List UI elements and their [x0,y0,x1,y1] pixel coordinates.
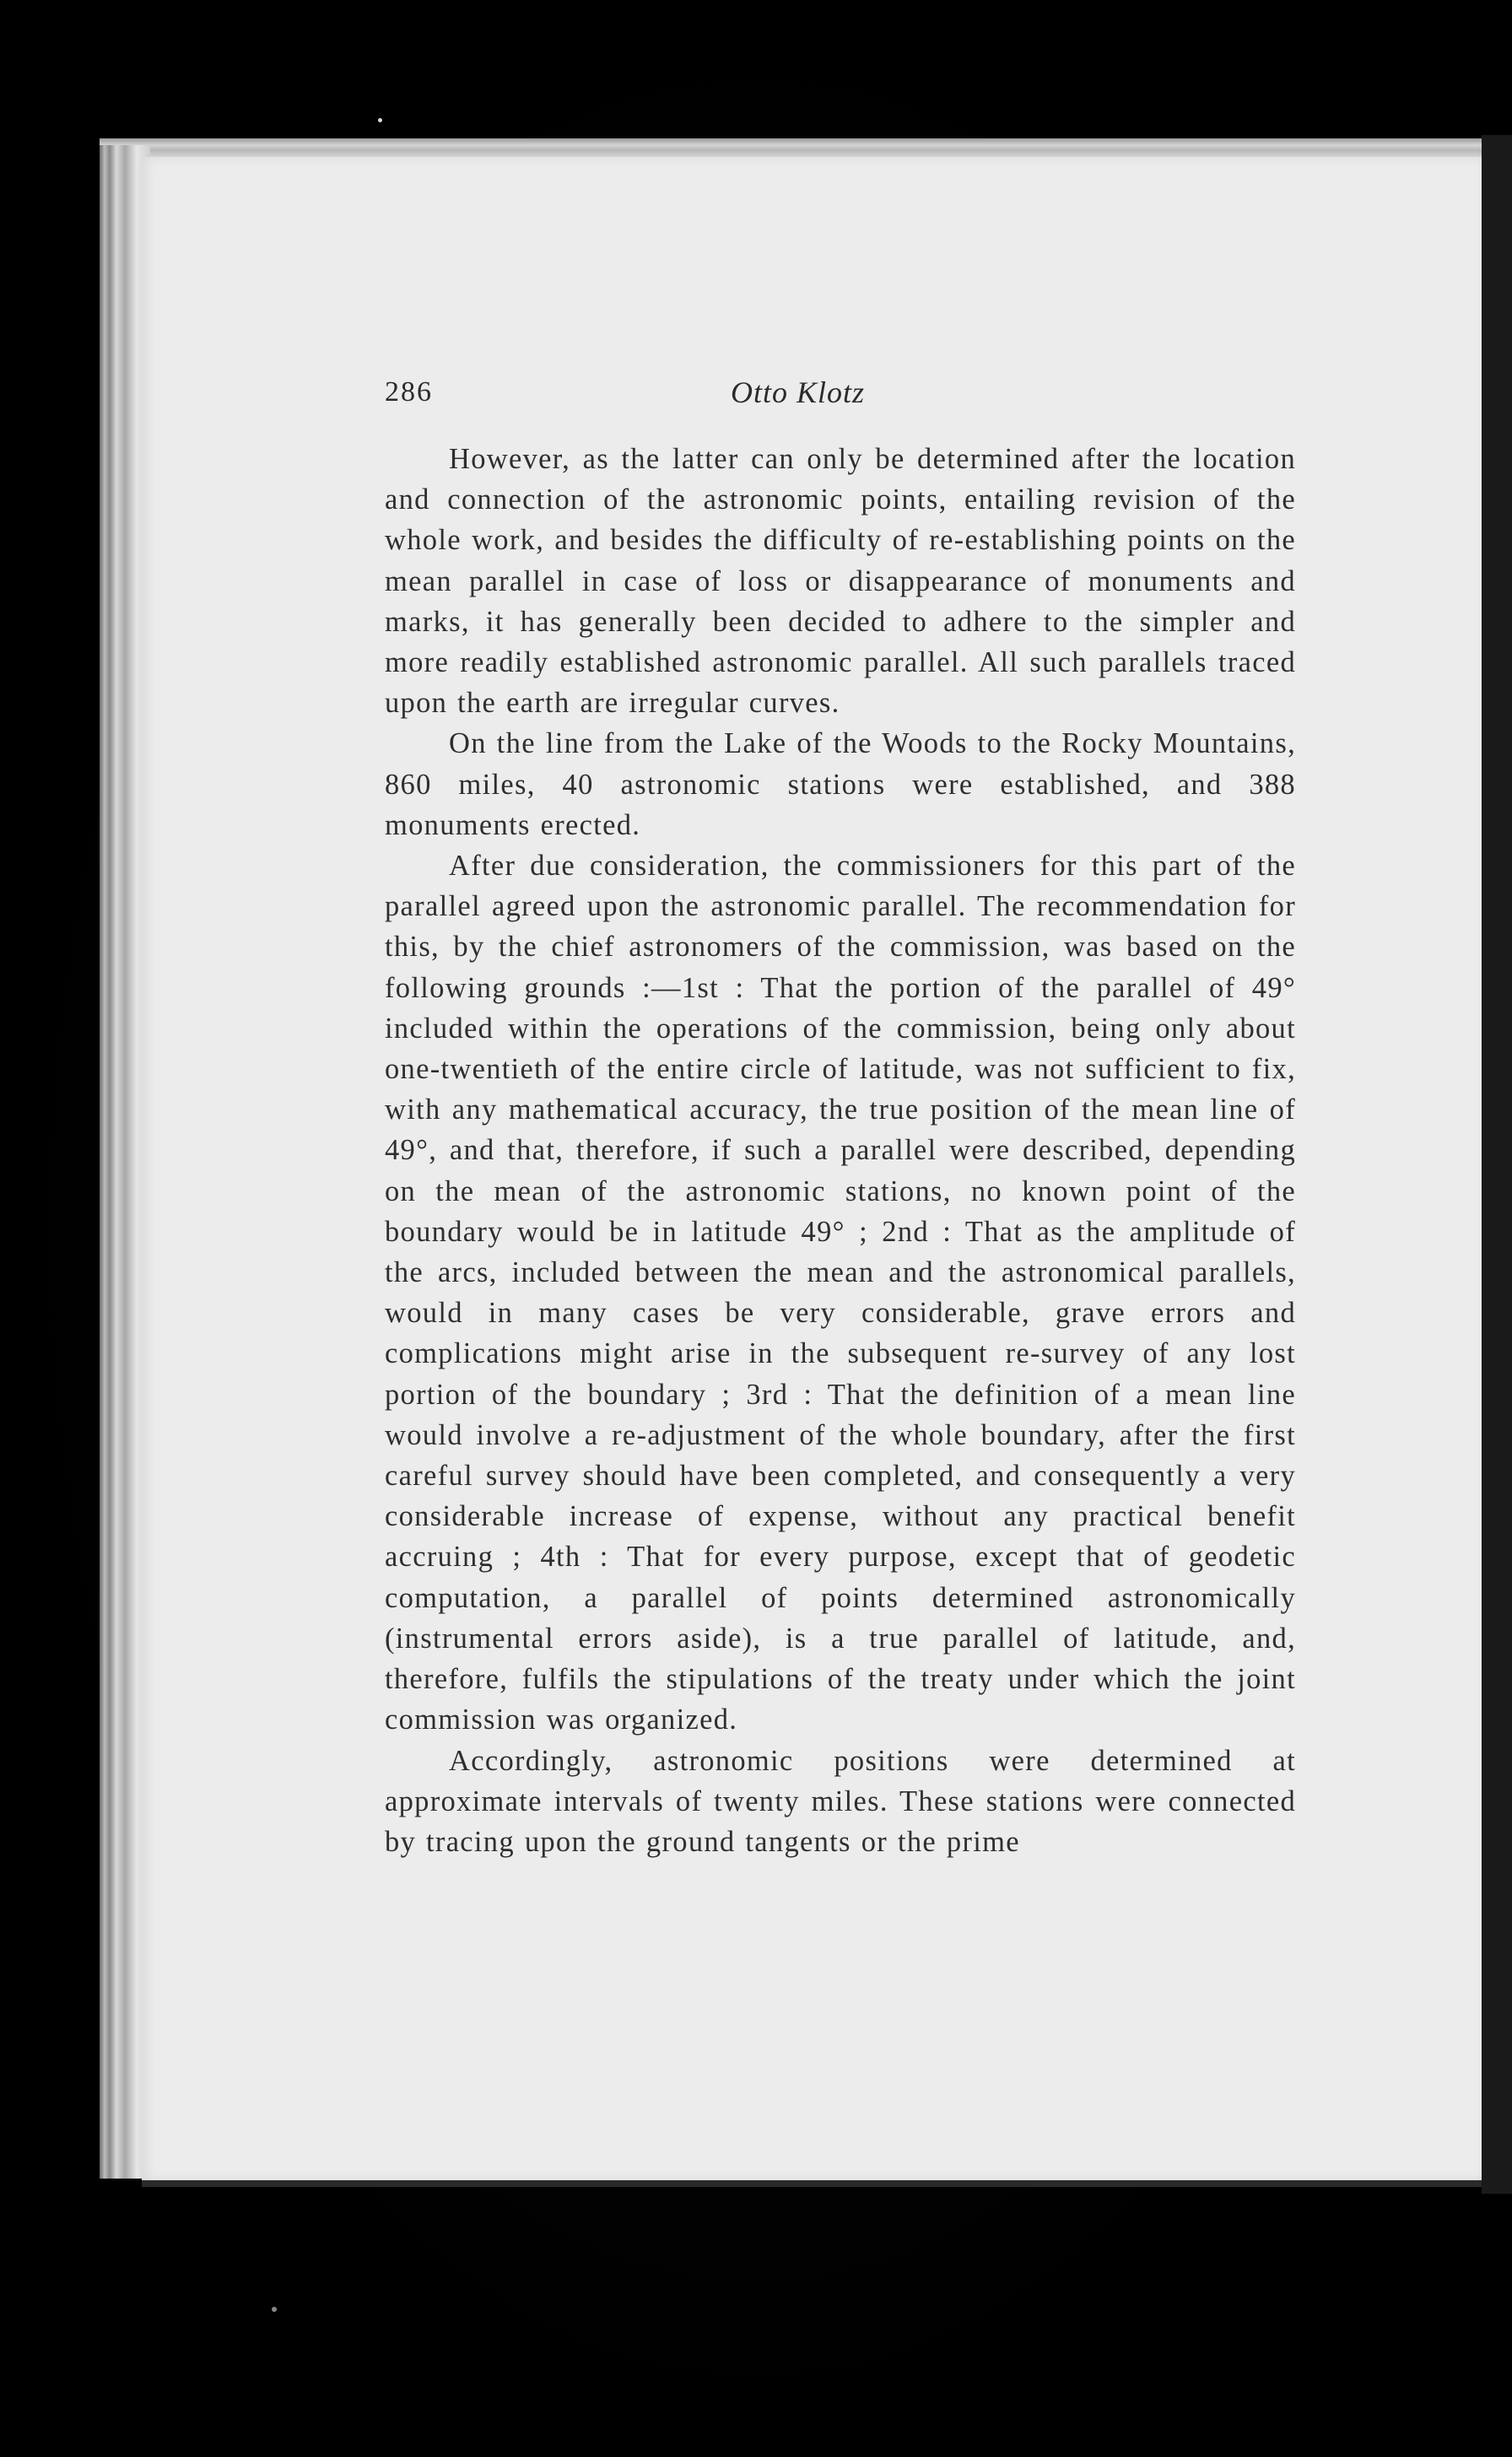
paragraph-3: After due consideration, the commissioners for this part of the parallel agreed upon the astronomic parallel. The recommendation for this, by the chief astronomers of the commission, was based on the following grounds :—1st : That the portion of the parallel of 49° included within the operations of the commission, being only about one-twentieth of the entire circle of latitude, was not sufficient to fix, with any mathematical accuracy, the true position of the mean line of 49°, and that, therefore, if such a parallel were described, depending on the mean of the astronomic stations, no known point of the boundary would be in latitude 49° ; 2nd : That as the amplitude of the arcs, included between the mean and the astronomical parallels, would in many cases be very considerable, grave errors and complications might arise in the subsequent re-survey of any lost portion of the boundary ; 3rd : That the definition of a mean line would involve a re-adjustment of the whole boundary, after the first careful survey should have been completed, and consequently a very considerable increase of expense, without any practical benefit accruing ; 4th : That for every purpose, except that of geodetic computation, a parallel of points determined astronomically (instrumental errors aside), is a true parallel of latitude, and, therefore, fulfils the stipulations of the treaty under which the joint commission was organized. [385,850,1296,1736]
dust-speck [378,118,382,122]
binding-strip [1482,135,1512,2194]
dust-speck [272,2307,277,2312]
page-number: 286 [385,376,433,408]
paragraph-4: Accordingly, astronomic positions were determined at approximate intervals of twenty miles. These stations were connected by tracing upon the ground tangents or the prime [385,1744,1296,1858]
paragraph-2: On the line from the Lake of the Woods to the Rocky Mountains, 860 miles, 40 astronomic stations were established, and 388 monuments erected. [385,727,1296,841]
body-text [385,439,1296,1862]
page-bottom-shadow [142,2180,1482,2187]
page-header [385,376,1296,427]
paragraph-1: However, as the latter can only be determined after the location and connection of the astronomic points, entailing revision of the whole work, and besides the difficulty of re-establishing points on the mean parallel in case of loss or disappearance of monuments and marks, it has generally been decided to adhere to the simpler and more readily established astronomic parallel. All such parallels traced upon the earth are irregular curves. [385,443,1296,720]
running-head: Otto Klotz [731,375,866,409]
